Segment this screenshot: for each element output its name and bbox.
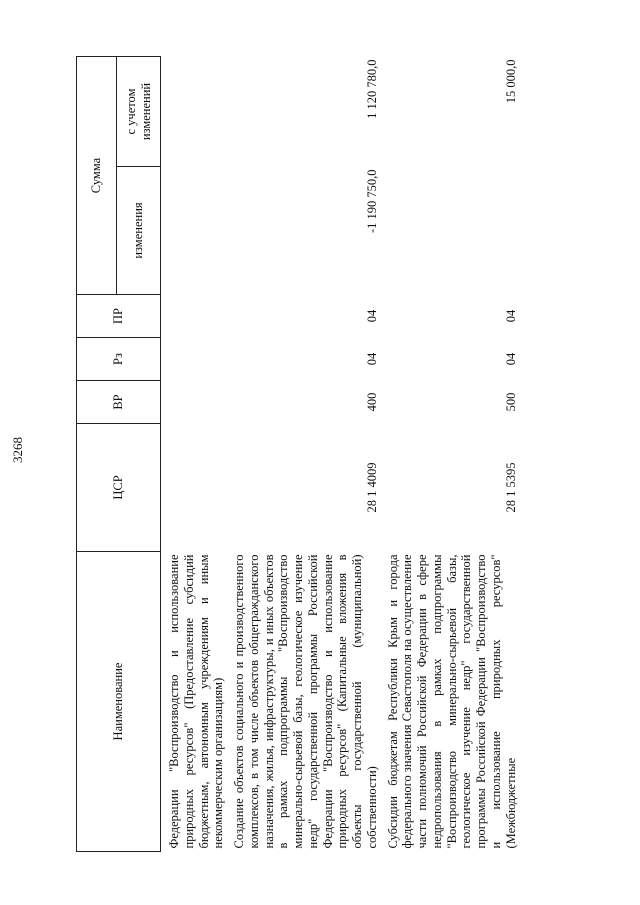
- row-vr: [161, 381, 230, 424]
- row-name: Субсидии бюджетам Республики Крым и города федерального значения Севастополя на осуществление части полномочий Российской Федерации в сфере недропользования в рамках подпрограммы "Воспроизводство минерально-сырьевой базы, геологическое изучение недр" государственной программы Российской Федерации "Воспроизводство и использование природных ресурсов" (Межбюджетные: [385, 554, 518, 849]
- header-sum: Сумма: [77, 57, 117, 295]
- row-pr: [161, 295, 230, 338]
- row-name: Создание объектов социального и производственного комплексов, в том числе объектов общегражданского назначения, жилья, инфраструктуры, и иных объектов в рамках подпрограммы "Воспроизводство минерально-сырьевой базы, геологическое изучение недр" государственной программы Российской Федерации "Воспроизводство и использование природных ресурсов" (Капитальные вложения в объекты государственной (муниципальной) собственности): [232, 554, 379, 849]
- table-row: [383, 57, 522, 852]
- row-vr: 400: [364, 392, 379, 412]
- header-csr: ЦСР: [77, 424, 161, 552]
- row-with-changes: 15 000,0: [503, 59, 518, 104]
- header-vr: ВР: [77, 381, 161, 424]
- budget-table: [76, 56, 521, 852]
- row-change: [161, 167, 230, 295]
- row-with-changes: [161, 57, 230, 167]
- page-number: 3268: [10, 437, 25, 463]
- row-name: Федерации "Воспроизводство и использование природных ресурсов" (Предоставление субсидий бюджетным, автономным учреждениям и иным некоммерческим организациям): [167, 554, 226, 849]
- row-pr: 04: [364, 309, 379, 323]
- row-with-changes: 1 120 780,0: [364, 59, 379, 119]
- rotated-table-container: [76, 57, 608, 852]
- header-rz: Рз: [77, 338, 161, 381]
- table-row: [229, 57, 383, 852]
- table-row: [161, 57, 230, 852]
- row-rz: 04: [503, 352, 518, 366]
- row-csr: 28 1 5395: [503, 462, 518, 513]
- row-rz: 04: [364, 352, 379, 366]
- header-with-changes: с учетом изменений: [117, 57, 161, 167]
- row-csr: 28 1 4009: [364, 462, 379, 513]
- header-pr: ПР: [77, 295, 161, 338]
- header-change: изменения: [117, 167, 161, 295]
- row-change: [383, 167, 522, 295]
- row-csr: [161, 424, 230, 552]
- row-rz: [161, 338, 230, 381]
- row-change: -1 190 750,0: [364, 169, 379, 234]
- row-vr: 500: [503, 392, 518, 412]
- row-pr: 04: [503, 309, 518, 323]
- header-name: Наименование: [77, 552, 161, 852]
